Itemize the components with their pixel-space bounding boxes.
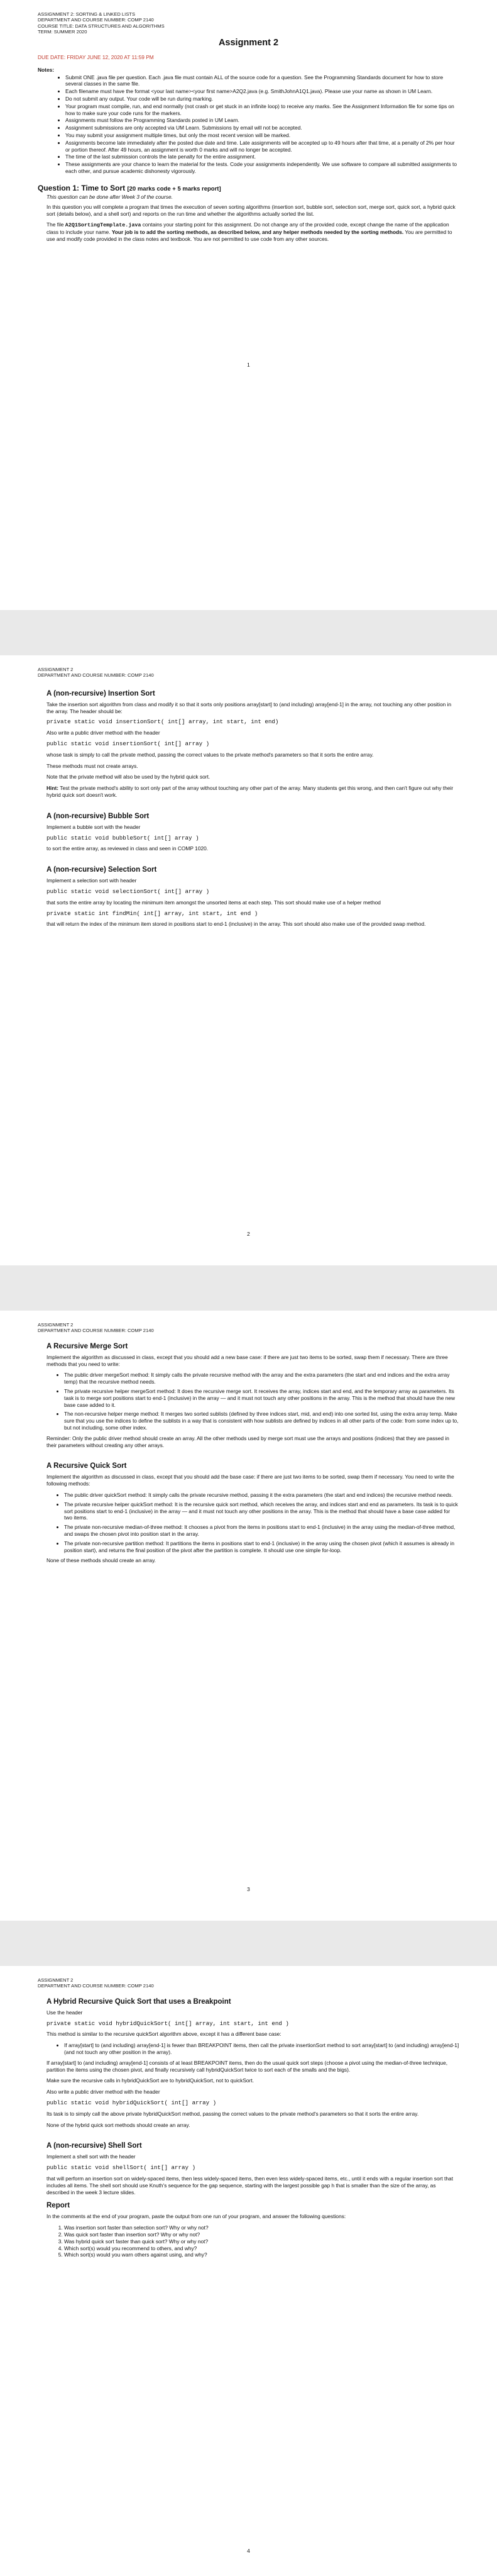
hint-label: Hint: xyxy=(46,785,59,792)
list-item: • The public driver mergeSort method: It simply calls the private recursive method with the array and the extra parameters (the start and end indices and the extra array temp) that the recursive method needs. xyxy=(64,1372,459,1385)
note-item: • Each filename must have the format <your last name><your first name>A2Q2.java (e.g. SmithJohnA1Q1.java). Please use your name as shown in UM Learn. xyxy=(65,88,459,95)
page-header xyxy=(38,1322,459,1334)
code-line: public static void bubbleSort( int[] array ) xyxy=(46,834,199,841)
paragraph: Reminder: Only the public driver method should create an array. All the other methods used by merge sort must use the arrays and positions (indices) that they are passed in their parameters without creating any other arrays. xyxy=(46,1435,449,1448)
note-item: • You may submit your assignment multiple times, but only the most recent version will be marked. xyxy=(65,132,459,139)
page-number: 3 xyxy=(247,1886,250,1892)
paragraph: Also write a public driver method with the header xyxy=(46,730,160,736)
header-line: ASSIGNMENT 2: SORTING & LINKED LISTS xyxy=(38,11,136,17)
quick-note xyxy=(46,1557,459,1564)
note-item: • Your program must compile, run, and end normally (not crash or get stuck in an infinite loop) to receive any marks. See the Assignment Information file for some tips on how to make sure your code runs for the markers. xyxy=(65,103,459,117)
header-line: DEPARTMENT AND COURSE NUMBER: COMP 2140 xyxy=(38,672,154,679)
code-line: public static void insertionSort( int[] array ) xyxy=(46,740,210,747)
note-item: • Assignments must follow the Programming Standards posted in UM Learn. xyxy=(65,117,459,124)
page-4 xyxy=(0,1966,497,2576)
hybrid-body-2 xyxy=(46,2060,459,2129)
note-item: • Submit ONE .java file per question. Each .java file must contain ALL of the source code for a question. See the Programming Standards document for how to store several classes in the same file. xyxy=(65,74,459,88)
quick-body xyxy=(46,1474,459,1487)
page-header xyxy=(38,667,459,679)
report-question: 1. Was insertion sort faster than selection sort? Why or why not? xyxy=(64,2224,459,2231)
list-item: • The public driver quickSort method: It simply calls the private recursive method, passing it the extra parameters (the start and end indices) the recursive method needs. xyxy=(64,1492,459,1499)
section-heading: Report xyxy=(46,2202,70,2210)
paragraph: Make sure the recursive calls in hybridQuickSort are to hybridQuickSort, not to quickSort. xyxy=(46,2077,254,2084)
list-item: • The private non-recursive median-of-three method: It chooses a pivot from the items in positions start to end-1 (inclusive) in the array using the median-of-three method, and swaps the chosen pivot into position start in the array. xyxy=(64,1524,459,1538)
header-line: TERM: SUMMER 2020 xyxy=(38,29,87,35)
shell-body xyxy=(46,2153,459,2196)
merge-methods-list xyxy=(46,1372,459,1431)
question-1-body xyxy=(46,204,459,243)
code-line: private static int findMin( int[] array, int start, int end ) xyxy=(46,909,258,917)
header-line: COURSE TITLE: DATA STRUCTURES AND ALGORITHMS xyxy=(38,23,165,29)
page-header xyxy=(38,11,459,35)
bubble-body xyxy=(46,824,459,852)
code-line: public static void selectionSort( int[] array ) xyxy=(46,887,210,895)
list-item: • The non-recursive helper merge method: It merges two sorted sublists (defined by three indices start, mid, and end) into one sorted list, using the extra array temp. Make sure that you use the indices to define the sublists in a way that is consistent with how sublists are defined by indices in all other parts of the code: from some index up to, but not including, some other index. xyxy=(64,1411,459,1431)
section-heading: A (non-recursive) Bubble Sort xyxy=(46,812,150,820)
section-heading: A Recursive Merge Sort xyxy=(46,1342,128,1350)
section-heading: A Recursive Quick Sort xyxy=(46,1462,127,1470)
report-question: 2. Was quick sort faster than insertion sort? Why or why not? xyxy=(64,2231,459,2238)
due-date: DUE DATE: FRIDAY JUNE 12, 2020 AT 11:59 PM xyxy=(38,53,154,60)
code-line: public static void hybridQuickSort( int[] array ) xyxy=(46,2099,217,2106)
section-heading: A (non-recursive) Selection Sort xyxy=(46,866,157,874)
notes-heading: Notes: xyxy=(38,66,55,73)
code-line: public static void shellSort( int[] array ) xyxy=(46,2164,196,2172)
report-question: 5. Which sort(s) would you warn others against using, and why? xyxy=(64,2251,459,2258)
paragraph: that sorts the entire array by locating the minimum item amongst the unsorted items at each step. This sort should make use of a helper method xyxy=(46,899,381,906)
paragraph: In this question you will complete a program that times the execution of seven sorting algorithms (insertion sort, bubble sort, selection sort, merge sort, quick sort, a hybrid quick sort (details below), and a shell sort) and reports on the run time and whether the algorithms actually sorted the list. xyxy=(46,203,456,217)
paragraph: that will perform an insertion sort on widely-spaced items, then less widely-spaced items, then even less widely-spaced items, etc., until it ends with a regular insertion sort that includes all items. The shell sort should use Knuth's sequence for the gap sequence, starting with the largest possible gap h that is smaller than the size of the array, as described in the week 3 lecture slides. xyxy=(46,2175,454,2196)
page-3 xyxy=(0,1311,497,1921)
paragraph: Implement the algorithm as discussed in class, except that you should add the base case: if there are just two items to be sorted, swap them if necessary. You need to write the following methods: xyxy=(46,1474,454,1487)
paragraph xyxy=(46,785,459,799)
merge-reminder xyxy=(46,1435,459,1449)
header-line: ASSIGNMENT 2 xyxy=(38,1977,74,1983)
report-body xyxy=(46,2213,459,2220)
note-item: • The time of the last submission controls the late penalty for the entire assignment. xyxy=(65,153,459,160)
page-header xyxy=(38,1977,459,1989)
selection-body xyxy=(46,877,459,928)
page-2 xyxy=(0,655,497,1265)
paragraph: that will return the index of the minimum item stored in positions start to end-1 (inclusive) in the array. This sort should also make use of the provided swap method. xyxy=(46,921,426,928)
paragraph: None of the hybrid quick sort methods should create an array. xyxy=(46,2121,190,2128)
bold-text: Your job is to add the sorting methods, as described below, and any helper methods needed by the sorting methods. xyxy=(111,229,404,236)
paragraph: Take the insertion sort algorithm from class and modify it so that it sorts only positions array[start] to (and including) array[end-1] in the array, not touching any other position in the array. The header should be: xyxy=(46,701,452,714)
code-line: private static void hybridQuickSort( int[] array, int start, int end ) xyxy=(46,2019,289,2027)
paragraph: Also write a public driver method with the header xyxy=(46,2089,160,2096)
quick-methods-list xyxy=(46,1492,459,1553)
hint-text: Test the private method's ability to sort only part of the array without touching any other part of the array. Many students get this wrong, and then can't figure out why their hybrid quick sort doesn't work. xyxy=(46,785,454,798)
list-item: • The private recursive helper mergeSort method: It does the recursive merge sort. It receives the array, indices start and end, and the temporary array as parameters. Its task is to merge sort positions start to end-1 (inclusive) in the array — and it must not touch any other positions in the array. This is the method that should have the new base case added to it. xyxy=(64,1388,459,1408)
paragraph: Implement a shell sort with the header xyxy=(46,2153,136,2160)
paragraph: Its task is to simply call the above private hybridQuickSort method, passing the correct values to the private method's parameters so that it sorts the entire array. xyxy=(46,2110,419,2117)
page-number: 1 xyxy=(247,362,250,368)
paragraph: Implement a bubble sort with the header xyxy=(46,823,141,830)
file-name: A2Q1SortingTemplate.java xyxy=(65,222,141,229)
report-question: 3. Was hybrid quick sort faster than quick sort? Why or why not? xyxy=(64,2238,459,2245)
paragraph: whose task is simply to call the private method, passing the correct values to the private method's parameters so that it sorts the entire array. xyxy=(46,751,374,758)
text-run: The file xyxy=(46,221,65,228)
header-line: DEPARTMENT AND COURSE NUMBER: COMP 2140 xyxy=(38,1983,154,1989)
header-line: DEPARTMENT AND COURSE NUMBER: COMP 2140 xyxy=(38,1328,154,1334)
section-heading: A (non-recursive) Shell Sort xyxy=(46,2142,142,2150)
note-item: • Assignment submissions are only accepted via UM Learn. Submissions by email will not be accepted. xyxy=(65,125,459,131)
header-line: ASSIGNMENT 2 xyxy=(38,1322,74,1328)
question-title-text: Question 1: Time to Sort xyxy=(38,183,126,192)
hybrid-base-case-list xyxy=(46,2042,459,2056)
list-item: • If array[start] to (and including) array[end-1] is fewer than BREAKPOINT items, then call the private insertionSort method to sort array[start] to (and including) array[end-1] (and not touch any other position in the array). xyxy=(64,2042,459,2056)
question-marks: [20 marks code + 5 marks report] xyxy=(127,185,221,192)
paragraph: Note that the private method will also be used by the hybrid quick sort. xyxy=(46,774,210,780)
page-1 xyxy=(0,0,497,610)
paragraph: None of these methods should create an array. xyxy=(46,1557,156,1564)
paragraph: Implement a selection sort with header xyxy=(46,877,137,884)
question-1-subtitle: This question can be done after Week 3 of the course. xyxy=(46,193,173,200)
section-heading: A Hybrid Recursive Quick Sort that uses a Breakpoint xyxy=(46,1997,231,2006)
insertion-body xyxy=(46,701,459,799)
paragraph: Implement the algorithm as discussed in class, except that you should add a new base case: if there are just two items to be sorted, swap them if necessary. There are three methods that you need to write: xyxy=(46,1353,448,1367)
page-number: 4 xyxy=(247,2548,250,2554)
report-question: 4. Which sort(s) would you recommend to others, and why? xyxy=(64,2245,459,2252)
paragraph xyxy=(46,221,459,242)
section-heading: A (non-recursive) Insertion Sort xyxy=(46,689,155,697)
notes-list xyxy=(38,74,459,175)
report-questions xyxy=(46,2224,459,2258)
note-item: • These assignments are your chance to learn the material for the tests. Code your assignments independently. We use software to compare all submitted assignments to each other, and pursue academic dishonesty vigorously. xyxy=(65,161,459,175)
code-line: private static void insertionSort( int[] array, int start, int end) xyxy=(46,718,279,726)
paragraph: to sort the entire array, as reviewed in class and seen in COMP 1020. xyxy=(46,845,209,852)
paragraph: These methods must not create arrays. xyxy=(46,762,138,769)
note-item: • Do not submit any output. Your code will be run during marking. xyxy=(65,96,459,103)
paragraph: In the comments at the end of your program, paste the output from one run of your program, and answer the following questions: xyxy=(46,2213,346,2220)
document-title: Assignment 2 xyxy=(218,37,279,48)
paragraph: This method is similar to the recursive quickSort algorithm above, except it has a different base case: xyxy=(46,2031,281,2038)
page-number: 2 xyxy=(247,1231,250,1237)
header-line: ASSIGNMENT 2 xyxy=(38,667,74,672)
note-item: • Assignments become late immediately after the posted due date and time. Late assignments will be accepted up to 49 hours after that time, at a penalty of 2% per hour or portion thereof. After 49 hours, an assignment is worth 0 marks and will no longer be accepted. xyxy=(65,140,459,153)
paragraph: Use the header xyxy=(46,2009,83,2016)
hybrid-body xyxy=(46,2009,459,2038)
list-item: • The private non-recursive partition method: It partitions the items in positions start to end-1 (inclusive) in the array using the chosen pivot (which it assumes is already in position start), and returns the final position of the pivot after the partition is complete. It should use one simple for-loop. xyxy=(64,1540,459,1554)
merge-body xyxy=(46,1354,459,1368)
list-item: • The private recursive helper quickSort method: It is the recursive quick sort method, which receives the array, and indices start and end as parameters. Its task is to quick sort positions start to end-1 (inclusive) in the array — and it must not touch any other positions in the array. This is the method that should have a base case added for two items. xyxy=(64,1501,459,1521)
text-run: contains your starting point for this assignment. Do not change any of the provided code, except change the name of the application class to include your name. xyxy=(46,221,449,236)
paragraph: If array[start] to (and including) array[end-1] consists of at least BREAKPOINT items, then do the usual quick sort steps (choose a pivot using the median-of-three technique, partition the items using the chosen pivot, and finally recursively call hybridQuickSort twice to sort each of the smalls and the bigs). xyxy=(46,2059,448,2073)
header-line: DEPARTMENT AND COURSE NUMBER: COMP 2140 xyxy=(38,17,154,23)
text-run: You are permitted to use and modify code provided in the class notes and textbook. You are not permitted to use code from any other sources. xyxy=(46,229,452,242)
question-1-title xyxy=(38,184,459,192)
